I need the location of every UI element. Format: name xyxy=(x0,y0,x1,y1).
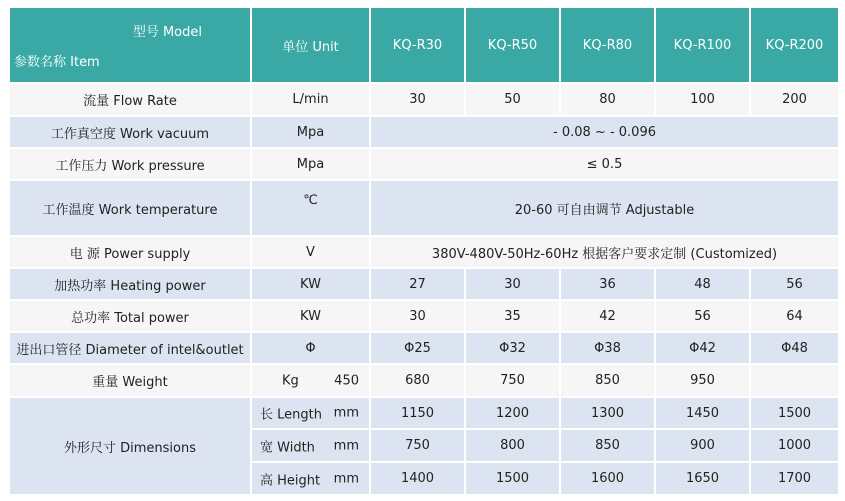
cell-value: 1500 xyxy=(777,405,812,421)
cell-value: 1450 xyxy=(685,405,720,421)
model-header: KQ-R80 xyxy=(561,8,654,82)
cell-value: 950 xyxy=(690,373,715,388)
cell-value: 680 xyxy=(405,373,430,388)
cell-value: 35 xyxy=(504,308,521,324)
dimension-sub-unit: mm xyxy=(333,471,359,486)
row-unit: ℃ xyxy=(303,193,318,208)
cell-value: 30 xyxy=(409,308,426,324)
dimension-sub-cell xyxy=(252,463,369,494)
cell-value: 1600 xyxy=(590,471,625,486)
cell-value: 80 xyxy=(599,92,616,107)
cell-value: 1700 xyxy=(777,471,812,486)
row-unit-cell xyxy=(252,365,369,396)
row-unit: KW xyxy=(300,276,321,292)
row-label: 工作温度 Work temperature xyxy=(42,202,218,218)
row-weight xyxy=(10,365,838,396)
dimension-sub-label: 宽 Width xyxy=(260,440,315,455)
cell-value: 42 xyxy=(599,308,616,324)
cell-value: 850 xyxy=(595,438,620,453)
cell-value: 30 xyxy=(504,276,521,292)
row-unit: V xyxy=(306,244,315,260)
row-unit: KW xyxy=(300,308,321,324)
cell-value: Φ42 xyxy=(689,340,716,356)
unit-header: 单位 Unit xyxy=(252,8,369,82)
cell-value: 1400 xyxy=(400,471,435,486)
row-unit: Mpa xyxy=(296,124,325,140)
cell-value: 750 xyxy=(405,438,430,453)
cell-value: Φ25 xyxy=(404,340,431,356)
cell-value: 48 xyxy=(694,276,711,292)
cell-value: 800 xyxy=(500,438,525,453)
row-power-supply xyxy=(10,237,838,267)
header-corner xyxy=(10,8,250,82)
cell-value: 56 xyxy=(786,276,803,292)
cell-value: 56 xyxy=(694,308,711,324)
cell-value: Φ32 xyxy=(499,340,526,356)
row-label: 总功率 Total power xyxy=(71,310,189,326)
cell-value: 1150 xyxy=(400,405,435,421)
cell-value: 1500 xyxy=(495,471,530,486)
model-header: KQ-R100 xyxy=(656,8,749,82)
cell-value: 1000 xyxy=(777,438,812,453)
cell-value: 30 xyxy=(409,92,426,107)
dimension-sub-cell xyxy=(252,398,369,428)
cell-value: 27 xyxy=(409,276,426,292)
cell-value: 850 xyxy=(595,373,620,388)
row-flow-rate xyxy=(10,84,838,115)
cell-value: 1650 xyxy=(685,471,720,486)
cell-value: 36 xyxy=(599,276,616,292)
cell-value: 20-60 可自由调节 Adjustable xyxy=(514,202,695,218)
dimension-sub-unit: mm xyxy=(333,405,359,421)
cell-value: 200 xyxy=(782,92,807,107)
row-total-power xyxy=(10,301,838,331)
row-label: 加热功率 Heating power xyxy=(54,278,206,294)
cell-value: 64 xyxy=(786,308,803,324)
cell-value: Φ48 xyxy=(781,340,808,356)
row-label: 工作真空度 Work vacuum xyxy=(50,126,210,142)
dimension-sub-label: 高 Height xyxy=(260,473,321,488)
row-label: 电 源 Power supply xyxy=(69,246,191,262)
row-work-vacuum xyxy=(10,117,838,147)
spec-table xyxy=(8,6,840,496)
row-label: 进出口管径 Diameter of intel&outlet xyxy=(16,342,244,358)
cell-value: 50 xyxy=(504,92,521,107)
cell-value: 1300 xyxy=(590,405,625,421)
row-dimensions-length xyxy=(10,398,838,428)
cell-value: ≤ 0.5 xyxy=(586,156,623,172)
row-unit: Mpa xyxy=(296,156,325,172)
model-header: KQ-R200 xyxy=(751,8,838,82)
cell-value: 380V-480V-50Hz-60Hz 根据客户要求定制 (Customized) xyxy=(431,246,778,262)
row-diameter xyxy=(10,333,838,363)
cell-value: 1200 xyxy=(495,405,530,421)
header-row xyxy=(10,8,838,82)
row-label: 流量 Flow Rate xyxy=(83,94,177,109)
row-work-pressure xyxy=(10,149,838,179)
dimension-sub-unit: mm xyxy=(333,438,359,453)
row-label: 重量 Weight xyxy=(92,375,168,390)
model-header-label: 型号 Model xyxy=(132,25,202,40)
dimension-sub-cell xyxy=(252,430,369,461)
model-header: KQ-R50 xyxy=(466,8,559,82)
cell-value: 750 xyxy=(500,373,525,388)
weight-extra-value: 450 xyxy=(334,373,359,388)
cell-value: 100 xyxy=(690,92,715,107)
cell-value: - 0.08 ~ - 0.096 xyxy=(553,124,656,140)
cell-value xyxy=(751,365,838,396)
model-header: KQ-R30 xyxy=(371,8,464,82)
row-label: 外形尺寸 Dimensions xyxy=(63,440,196,456)
item-header-label: 参数名称 Item xyxy=(14,55,100,70)
row-work-temperature xyxy=(10,181,838,235)
dimension-sub-label: 长 Length xyxy=(260,407,322,423)
row-label: 工作压力 Work pressure xyxy=(55,158,205,174)
row-heating-power xyxy=(10,269,838,299)
cell-value: 900 xyxy=(690,438,715,453)
row-unit: Kg xyxy=(282,373,299,388)
row-unit: L/min xyxy=(292,92,329,107)
row-unit: Φ xyxy=(305,340,316,356)
cell-value: Φ38 xyxy=(594,340,621,356)
